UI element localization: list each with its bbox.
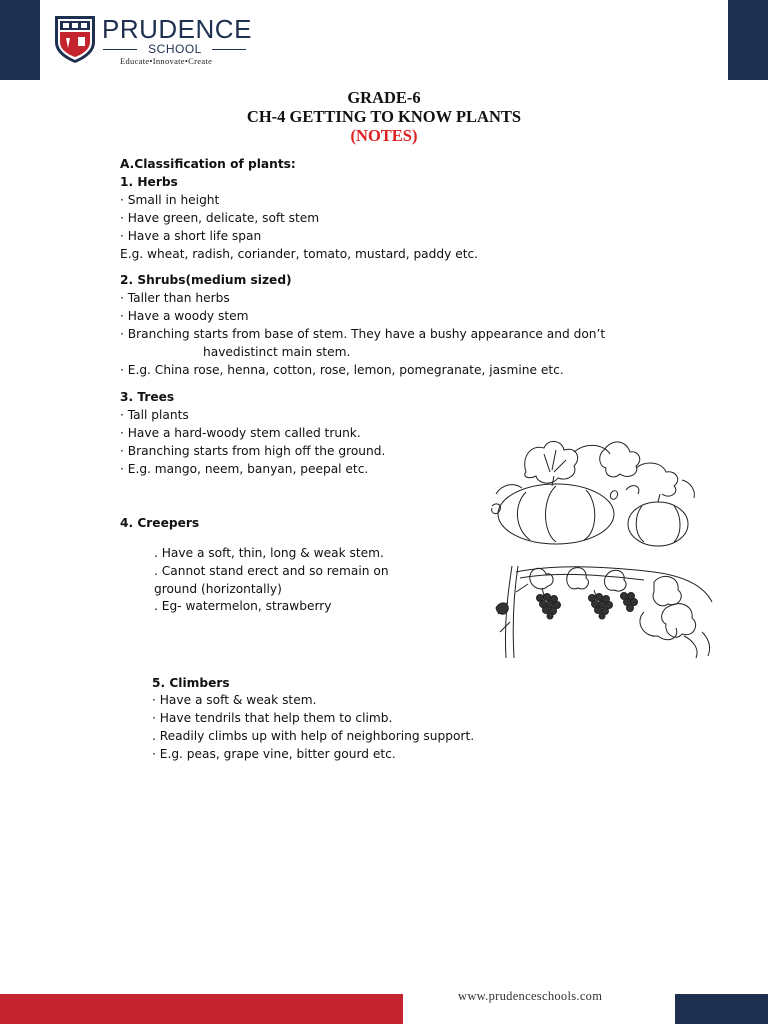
brand-tagline: Educate•Innovate•Create <box>120 56 213 66</box>
creepers-line: . Cannot stand erect and so remain on <box>154 564 389 578</box>
shrubs-line: · Taller than herbs <box>120 291 230 305</box>
section-heading: A.Classification of plants: <box>120 157 296 171</box>
school-logo <box>52 14 252 66</box>
herbs-line: E.g. wheat, radish, coriander, tomato, mustard, paddy etc. <box>120 247 479 261</box>
shrubs-line: havedistinct main stem. <box>203 345 351 359</box>
footer-navy-bar <box>675 994 768 1024</box>
footer-red-bar <box>0 994 403 1024</box>
creepers-line: ground (horizontally) <box>154 582 282 596</box>
footer-website-link[interactable]: www.prudenceschools.com <box>458 989 603 1003</box>
trees-line: · Branching starts from high off the ground. <box>120 444 386 458</box>
brand-name: PRUDENCE <box>102 14 252 44</box>
shrubs-heading: 2. Shrubs(medium sized) <box>120 273 292 287</box>
school-crest-icon <box>52 14 98 64</box>
climbers-line: · Have a soft & weak stem. <box>152 693 317 707</box>
trees-line: · Tall plants <box>120 408 189 422</box>
creepers-heading: 4. Creepers <box>120 516 200 530</box>
grape-vine-illustration <box>494 562 718 662</box>
climbers-line: · Have tendrils that help them to climb. <box>152 711 393 725</box>
shrubs-line: · E.g. China rose, henna, cotton, rose, lemon, pomegranate, jasmine etc. <box>120 363 564 377</box>
trees-line: · Have a hard-woody stem called trunk. <box>120 426 361 440</box>
divider <box>103 49 137 50</box>
creepers-line: . Have a soft, thin, long & weak stem. <box>154 546 384 560</box>
chapter-title: CH-4 GETTING TO KNOW PLANTS <box>246 107 522 126</box>
creepers-line: . Eg- watermelon, strawberry <box>154 599 332 613</box>
herbs-line: · Small in height <box>120 193 220 207</box>
trees-line: · E.g. mango, neem, banyan, peepal etc. <box>120 462 369 476</box>
herbs-line: · Have a short life span <box>120 229 262 243</box>
shrubs-line: · Branching starts from base of stem. They have a bushy appearance and don’t <box>120 327 606 341</box>
notes-label: (NOTES) <box>350 126 418 145</box>
brand-school: SCHOOL <box>148 42 202 56</box>
trees-heading: 3. Trees <box>120 390 175 404</box>
divider <box>212 49 246 50</box>
grade-title: GRADE-6 <box>347 88 421 107</box>
climbers-line: · E.g. peas, grape vine, bitter gourd etc. <box>152 747 396 761</box>
herbs-heading: 1. Herbs <box>120 175 178 189</box>
climbers-line: . Readily climbs up with help of neighboring support. <box>152 729 475 743</box>
herbs-line: · Have green, delicate, soft stem <box>120 211 320 225</box>
corner-decoration-left <box>0 0 40 80</box>
pumpkin-illustration <box>486 432 706 552</box>
shrubs-line: · Have a woody stem <box>120 309 249 323</box>
corner-decoration-right <box>728 0 768 80</box>
climbers-heading: 5. Climbers <box>152 676 230 690</box>
